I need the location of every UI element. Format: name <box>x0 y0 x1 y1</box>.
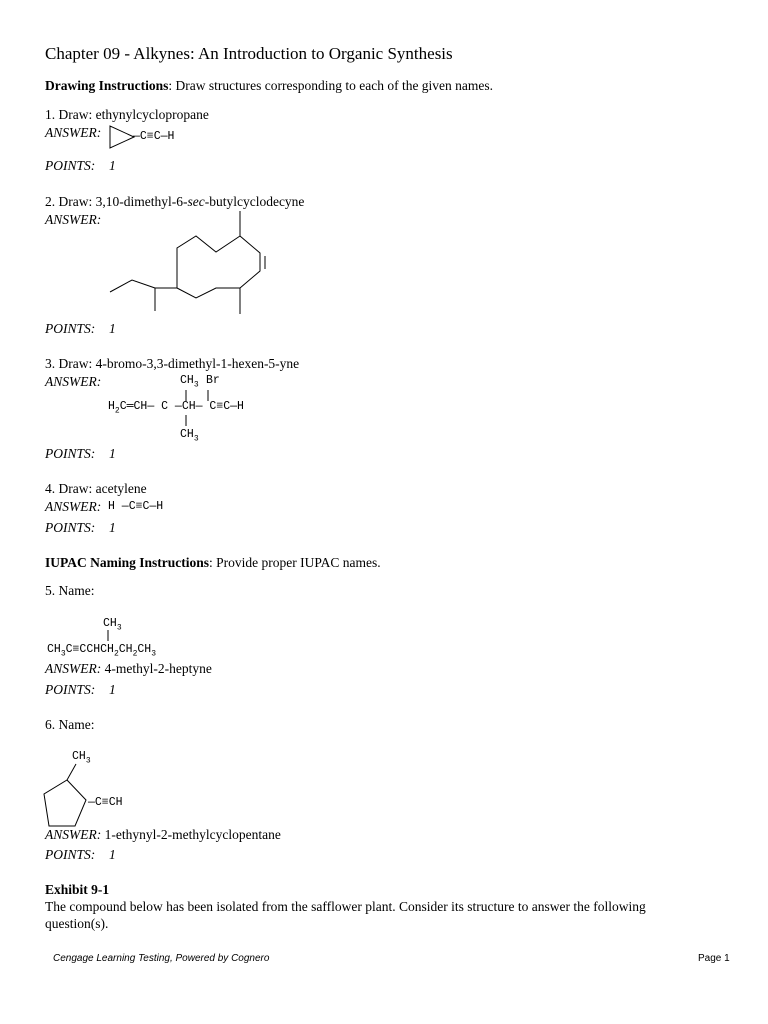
drawing-instructions-text: : Draw structures corresponding to each of the given names. <box>168 78 494 93</box>
iupac-instructions <box>45 554 381 571</box>
chain-part: CH <box>137 643 152 656</box>
iupac-instructions-label: IUPAC Naming Instructions <box>45 555 210 570</box>
drawing-instructions-label: Drawing Instructions <box>45 78 169 93</box>
question-6-answer-text: 1-ethynyl-2-methylcyclopentane <box>104 827 281 842</box>
bromo-label: Br <box>206 374 220 387</box>
question-4-prompt: 4. Draw: acetylene <box>45 481 147 496</box>
ethynyl-chain: —C≡C—H <box>133 130 175 143</box>
question-5-answer-text: 4-methyl-2-heptyne <box>104 661 212 676</box>
question-4-points-label <box>45 519 116 536</box>
points-label: POINTS: <box>45 682 96 697</box>
q5-heptyne-chain <box>47 643 156 658</box>
subscript: 2 <box>113 649 119 659</box>
cyclodecyne-structure <box>105 208 275 320</box>
methyl-ch: CH <box>180 374 194 387</box>
cyclopentane-ring <box>44 780 86 826</box>
subscript: 3 <box>193 380 199 390</box>
question-6-points-label <box>45 846 116 863</box>
exhibit-title-text: Exhibit 9-1 <box>45 882 110 897</box>
methyl-ch: CH <box>103 617 117 630</box>
page-title: Chapter 09 - Alkynes: An Introduction to Organic Synthesis <box>45 44 453 63</box>
q6-ethynyl-chain: —C≡CH <box>88 796 123 809</box>
methyl-ch: CH <box>72 750 86 763</box>
ring-right-bonds <box>240 211 260 288</box>
h2c-h: H <box>108 400 115 413</box>
answer-label: ANSWER: <box>45 661 102 676</box>
subscript: 3 <box>193 434 199 444</box>
question-2-prompt-italic: sec <box>187 194 205 209</box>
subscript: 2 <box>114 406 120 416</box>
question-5-points-value: 1 <box>109 682 116 697</box>
question-1-prompt: 1. Draw: ethynylcyclopropane <box>45 107 209 122</box>
points-label: POINTS: <box>45 158 96 173</box>
sec-butyl-ethyl <box>110 280 155 292</box>
methyl-bottom-label <box>180 428 199 443</box>
question-6-answer <box>45 826 281 843</box>
question-3-prompt: 3. Draw: 4-bromo-3,3-dimethyl-1-hexen-5-yne <box>45 356 300 371</box>
question-2-points-label <box>45 320 116 337</box>
chain-part: CH <box>47 643 61 656</box>
cyclopropane-ring <box>110 126 134 148</box>
methyl-bond <box>67 764 76 780</box>
points-label: POINTS: <box>45 520 96 535</box>
question-6-prompt: 6. Name: <box>45 717 95 732</box>
question-1-answer-label: ANSWER: <box>45 125 102 140</box>
question-2-answer-label: ANSWER: <box>45 212 102 227</box>
chain-part: C≡CCHCH <box>65 643 114 656</box>
chain-rest: C═CH— C —CH— C≡C—H <box>119 400 244 413</box>
question-3-points-label <box>45 445 116 462</box>
ring-bottom-bonds <box>177 288 240 298</box>
question-5-prompt: 5. Name: <box>45 583 95 598</box>
hexenyne-chain <box>108 400 244 415</box>
footer-credit: Cengage Learning Testing, Powered by Cognero <box>53 953 270 964</box>
subscript: 3 <box>85 756 91 766</box>
exhibit-text: The compound below has been isolated from the safflower plant. Consider its structure to answer the following question(s). <box>45 899 646 931</box>
page-number: Page 1 <box>698 953 730 964</box>
points-label: POINTS: <box>45 446 96 461</box>
ring-top-bonds <box>177 236 240 288</box>
question-6-points-value: 1 <box>109 847 116 862</box>
question-2-points-value: 1 <box>109 321 116 336</box>
question-5-points-label <box>45 681 116 698</box>
points-label: POINTS: <box>45 321 96 336</box>
chain-part: CH <box>118 643 133 656</box>
iupac-instructions-text: : Provide proper IUPAC names. <box>209 555 381 570</box>
answer-label: ANSWER: <box>45 827 102 842</box>
question-3-answer-label: ANSWER: <box>45 374 102 389</box>
question-1-points-label <box>45 157 116 174</box>
subscript: 2 <box>132 649 138 659</box>
subscript: 3 <box>60 649 66 659</box>
methyl-top-label <box>180 374 199 389</box>
exhibit-title <box>45 881 109 898</box>
acetylene-formula: H —C≡C—H <box>108 500 164 513</box>
question-4-answer-label: ANSWER: <box>45 499 102 514</box>
question-1-points-value: 1 <box>109 158 116 173</box>
points-label: POINTS: <box>45 847 96 862</box>
sec-butyl-branch <box>155 288 177 311</box>
q5-methyl-bond <box>105 630 111 642</box>
question-5-answer <box>45 660 212 677</box>
question-2-prompt-end: -butylcyclodecyne <box>204 194 305 209</box>
question-4-points-value: 1 <box>109 520 116 535</box>
drawing-instructions <box>45 77 493 94</box>
subscript: 3 <box>116 623 122 633</box>
subscript: 3 <box>151 649 156 659</box>
question-2-prompt-start: 2. Draw: 3,10-dimethyl-6- <box>45 194 188 209</box>
methyl-ch: CH <box>180 428 194 441</box>
question-3-points-value: 1 <box>109 446 116 461</box>
